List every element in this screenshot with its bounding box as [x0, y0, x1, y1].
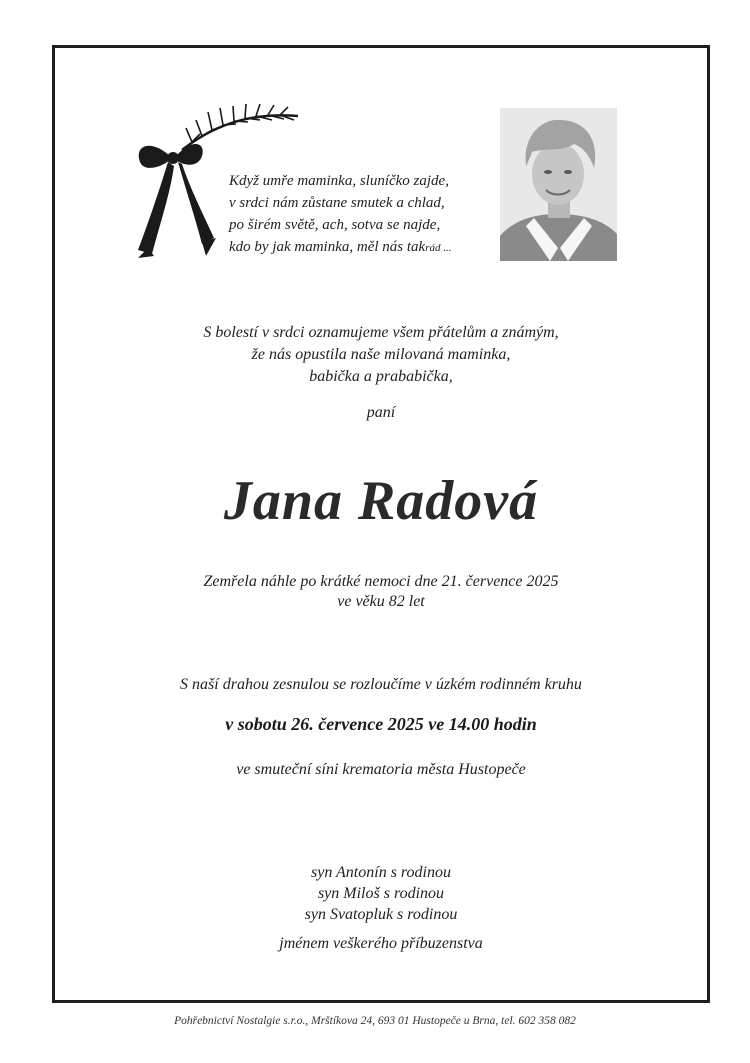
age-line: ve věku 82 let [337, 593, 425, 610]
intro-line: že nás opustila naše milovaná maminka, [251, 346, 511, 363]
death-notice [52, 572, 710, 612]
poem-line-main: kdo by jak maminka, měl nás tak [229, 239, 426, 255]
ceremony-place: ve smuteční síni krematoria města Hustopeče [236, 761, 526, 778]
poem-line: Když umře maminka, sluníčko zajde, [229, 173, 449, 189]
farewell-line: S naší drahou zesnulou se rozloučíme v úzkém rodinném kruhu [180, 676, 582, 693]
mourners-family [52, 862, 710, 925]
mourner-line: syn Miloš s rodinou [317, 885, 445, 902]
honorific: paní [366, 404, 396, 421]
deceased-name: Jana Radová [223, 470, 539, 532]
announcement-intro [52, 322, 710, 388]
poem-line: v srdci nám zůstane smutek a chlad, [229, 195, 445, 211]
poem-line-end: rád ... [425, 242, 452, 254]
relatives-line: jménem veškerého příbuzenstva [279, 935, 483, 952]
intro-line: S bolestí v srdci oznamujeme všem přátelům a známým, [203, 324, 559, 341]
intro-line: babička a prababička, [309, 368, 453, 385]
poem-line [229, 236, 499, 259]
death-date-line: Zemřela náhle po krátké nemoci dne 21. července 2025 [203, 573, 559, 590]
mourner-line: syn Antonín s rodinou [310, 864, 451, 881]
mourner-line: syn Svatopluk s rodinou [304, 906, 458, 923]
funeral-home-footer: Pohřebnictví Nostalgie s.r.o., Mrštíkova 24, 693 01 Hustopeče u Brna, tel. 602 358 082 [174, 1015, 576, 1027]
poem-line: po širém světě, ach, sotva se najde, [229, 217, 441, 233]
portrait-photo [500, 108, 617, 261]
ceremony-date: v sobotu 26. července 2025 ve 14.00 hodin [225, 714, 537, 734]
poem [229, 170, 499, 259]
